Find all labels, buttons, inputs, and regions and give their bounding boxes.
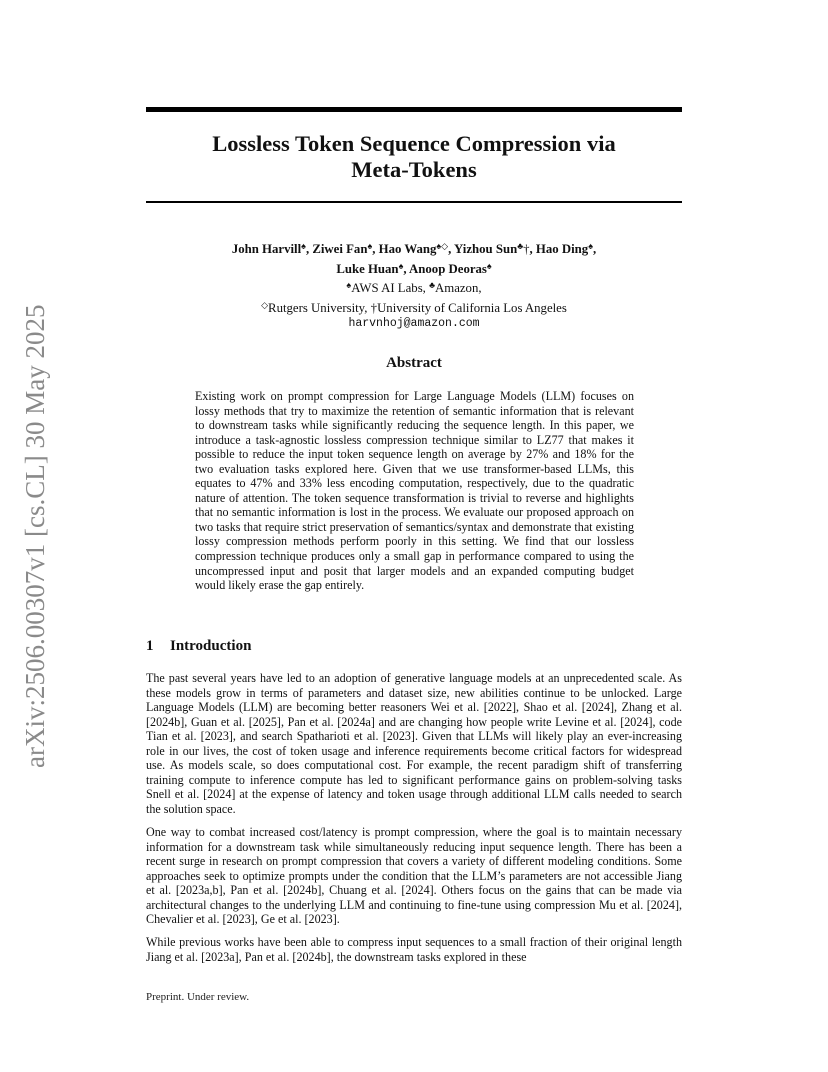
affiliation-text: AWS AI Labs, (351, 281, 430, 295)
title-top-rule (146, 107, 682, 112)
spade-symbol: ♠ (436, 241, 442, 251)
abstract-heading: Abstract (386, 355, 442, 371)
author-name: Ziwei Fan (312, 242, 368, 256)
author-name: Luke Huan (336, 261, 399, 276)
intro-body (146, 671, 682, 973)
page-footer: Preprint. Under review. (146, 991, 250, 1003)
affiliation-text: Rutgers University, (268, 300, 371, 315)
spade-symbol: ♠ (486, 260, 492, 271)
club-symbol: ♣ (517, 241, 524, 251)
author-name: Hao Wang (378, 242, 437, 256)
author-separator: , (305, 242, 313, 256)
author-separator: , (372, 242, 379, 256)
abstract-text: Existing work on prompt compression for Large Language Models (LLM) focuses on lossy methods that try to maximize the retention of semantic information that is relevant to downstream tasks while significantly reducing the sequence length. In this paper, we introduce a task-agnostic lossless compression technique similar to LZ77 that makes it possible to reduce the input token sequence length on average by 27% and 18% for the two evaluation tasks explored here. Given that we use transformer-based LLMs, this equates to 47% and 33% less encoding computation, respectively, due to the quadratic nature of attention. The token sequence transformation is trivial to reverse and highlights that no semantic information is lost in the process. We evaluate our proposed approach on two tasks that require strict preservation of semantics/syntax and demonstrate that existing lossy compression methods perform poorly in this setting. We find that our lossless compression technique produces only a small gap in performance compared to using the uncompressed input and posit that larger models and an expanded computing budget would likely erase the gap entirely. (195, 389, 634, 593)
author-separator: , (448, 242, 455, 256)
author-name: John Harvill (231, 242, 302, 256)
section-title: Introduction (170, 638, 252, 654)
title-bottom-rule (146, 201, 682, 203)
author-block (146, 238, 682, 333)
spade-diamond-symbol (436, 241, 448, 251)
author-separator: , (403, 261, 410, 276)
paper-title-line-1: Lossless Token Sequence Compression via (212, 131, 616, 156)
author-name: Yizhou Sun (454, 242, 518, 256)
dagger-symbol: † (523, 242, 530, 256)
paragraph: While previous works have been able to compress input sequences to a small fraction of their original length Jiang et al. [2023a], Pan et al. [2024b], the downstream tasks explored in these (146, 935, 682, 964)
dagger-symbol: † (370, 300, 378, 315)
author-name: Anoop Deoras (409, 261, 487, 276)
spade-symbol: ♠ (398, 260, 404, 271)
affiliation-text: Amazon, (435, 281, 482, 295)
paper-title-line-2: Meta-Tokens (351, 157, 477, 182)
club-symbol: ♣ (429, 280, 435, 290)
diamond-symbol: ◇ (261, 299, 269, 310)
diamond-symbol: ◇ (441, 241, 449, 251)
spade-symbol: ♠ (346, 280, 352, 290)
affiliation-line-2 (146, 297, 682, 317)
author-names-line-2 (146, 258, 682, 278)
paragraph: The past several years have led to an adoption of generative language models at an unprecedented scale. As these models grow in terms of parameters and dataset size, new abilities continue to be unlocked. Large Language Models (LLM) are becoming better reasoners Wei et al. [2022], Shao et al. [2024], Zhang et al. [2024b], Guan et al. [2025], Pan et al. [2024a] and are changing how people write Levine et al. [2024], code Tian et al. [2023], and search Spatharioti et al. [2023]. Given that LLMs will likely play an ever-increasing role in our lives, the cost of token usage and inference requirements become critical factors for widespread use. As models scale, so does computational cost. For example, the recent paradigm shift of transferring training compute to inference compute has led to significant performance gains on problem-solving tasks Snell et al. [2024] at the expense of latency and token usage through additional LLM calls needed to search the solution space. (146, 671, 682, 816)
spade-symbol: ♠ (588, 241, 593, 251)
section-number: 1 (146, 638, 154, 654)
section-heading (146, 638, 682, 655)
affiliation-line-1 (146, 277, 682, 297)
author-separator: , (529, 242, 536, 256)
author-names: John Harvill♠, Ziwei Fan♠, Hao Wang♠◇, Yizhou Sun♣†, Hao Ding♠, (231, 241, 597, 256)
author-email: harvnhoj@amazon.com (348, 317, 480, 330)
spade-symbol: ♠ (367, 241, 373, 251)
affiliation-text: University of California Los Angeles (377, 300, 567, 315)
paper-title (146, 131, 682, 183)
author-name: Hao Ding (535, 242, 589, 256)
spade-symbol: ♠ (301, 241, 306, 251)
arxiv-identifier: arXiv:2506.00307v1 [cs.CL] 30 May 2025 (20, 304, 50, 768)
paragraph: One way to combat increased cost/latency is prompt compression, where the goal is to maintain necessary information for a downstream task while simultaneously reducing input sequence length. There has been a recent surge in research on prompt compression that covers a variety of different modeling conditions. Some approaches seek to optimize prompts under the condition that the LLM’s parameters are not accessible Jiang et al. [2023a,b], Pan et al. [2024b], Chuang et al. [2024]. Others focus on the gains that can be made via architectural changes to the underlying LLM and continuing to fine-tune using compression Mu et al. [2024], Chevalier et al. [2023], Ge et al. [2023]. (146, 824, 682, 927)
